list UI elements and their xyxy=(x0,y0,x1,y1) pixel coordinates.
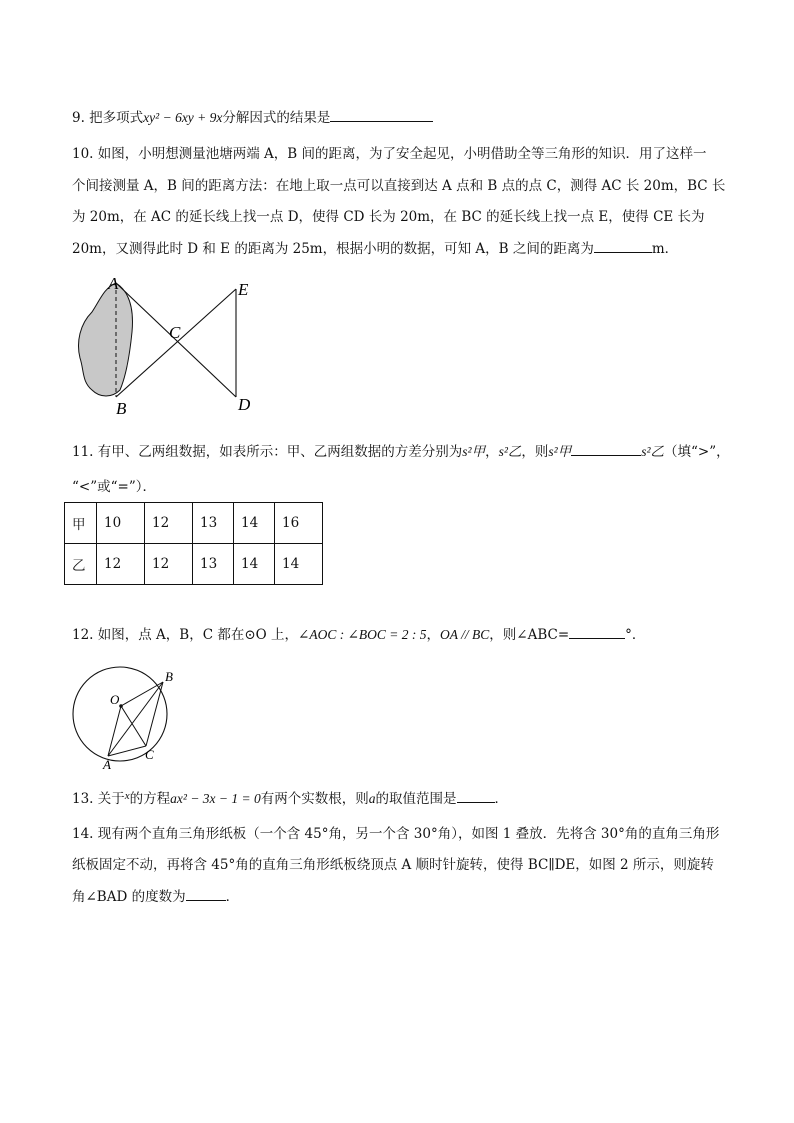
variance-yi-2: s²乙 xyxy=(641,444,665,459)
q11-fill-note: （填“>”， xyxy=(664,444,730,460)
q9-suffix: 分解因式的结果是 xyxy=(222,110,331,126)
q12-parallel: OA // BC xyxy=(440,627,490,642)
q10-line-4-suffix: m． xyxy=(651,241,679,257)
q12-suffix: °． xyxy=(625,627,646,643)
q12-answer-blank[interactable] xyxy=(569,624,625,639)
segment-OB xyxy=(121,682,163,706)
label-O: O xyxy=(110,692,120,707)
q10-line-4-prefix: 20m，又测得此时 D 和 E 的距离为 25m，根据小明的数据，可知 A，B 之间的距离为 xyxy=(72,241,594,257)
q13-answer-blank[interactable] xyxy=(457,788,495,803)
q9-answer-blank[interactable] xyxy=(330,107,433,122)
table-cell: 14 xyxy=(234,544,275,585)
table-cell: 14 xyxy=(275,544,323,585)
variance-jia-2: s²甲 xyxy=(548,444,572,459)
label-B: B xyxy=(165,669,173,684)
q10-line-4 xyxy=(72,238,678,259)
question-12 xyxy=(72,624,645,645)
label-A: A xyxy=(108,274,119,293)
q14-answer-blank[interactable] xyxy=(186,886,226,901)
pond-shape xyxy=(79,283,133,396)
label-A: A xyxy=(103,757,111,772)
table-cell: 16 xyxy=(275,503,323,544)
segment-BE xyxy=(116,289,236,397)
q10-line-3: 为 20m，在 AC 的延长线上找一点 D，使得 CD 长为 20m，在 BC 的延长线上找一点 E，使得 CE 长为 xyxy=(72,209,705,225)
table-cell: 12 xyxy=(145,503,193,544)
q11-then: ，则 xyxy=(521,444,549,460)
q13-suffix: ． xyxy=(494,791,509,807)
q13-mid2: 有两个实数根，则 xyxy=(260,791,369,807)
q13-suffix-pre: 的取值范围是 xyxy=(375,791,457,807)
q12-figure xyxy=(66,664,182,772)
q13-prefix: 13. 关于 xyxy=(72,791,125,807)
q14-line-3 xyxy=(72,886,239,907)
q14-line-1: 14. 现有两个直角三角形纸板（一个含 45°角，另一个含 30°角），如图 1 叠放．先将含 30°角的直角三角形 xyxy=(72,826,720,842)
q11-sep: ， xyxy=(485,444,499,460)
label-D: D xyxy=(238,395,251,414)
q13-equation: ax² − 3x − 1 = 0 xyxy=(170,791,261,806)
segment-OC xyxy=(121,706,146,746)
q13-var: x xyxy=(124,790,130,802)
q9-prefix: 9. 把多项式 xyxy=(72,110,144,126)
row-label-jia: 甲 xyxy=(65,503,97,544)
table-cell: 12 xyxy=(145,544,193,585)
q11-line-1 xyxy=(72,441,730,462)
segment-BC xyxy=(146,682,163,746)
table-cell: 10 xyxy=(97,503,145,544)
q10-answer-blank[interactable] xyxy=(594,238,652,253)
label-E: E xyxy=(238,280,249,299)
q12-prefix: 12. 如图，点 A，B，C 都在⊙O 上， xyxy=(72,627,299,643)
table-cell: 13 xyxy=(193,503,234,544)
row-label-yi: 乙 xyxy=(65,544,97,585)
table-cell: 12 xyxy=(97,544,145,585)
q14-line-3-suffix: ． xyxy=(225,889,240,905)
variance-jia: s²甲 xyxy=(462,444,486,459)
q12-ratio: ∠AOC : ∠BOC = 2 : 5 xyxy=(298,627,427,642)
q13-mid: 的方程 xyxy=(129,791,171,807)
table-row-yi xyxy=(65,544,323,585)
label-C: C xyxy=(145,747,154,762)
table-cell: 13 xyxy=(193,544,234,585)
q11-line-1-prefix: 11. 有甲、乙两组数据，如表所示：甲、乙两组数据的方差分别为 xyxy=(72,444,463,460)
q10-line-2: 个间接测量 A，B 间的距离方法：在地上取一点可以直接到达 A 点和 B 点的点 C，测得 AC 长 20m，BC 长 xyxy=(72,178,726,194)
q14-line-2: 纸板固定不动，再将含 45°角的直角三角形纸板绕顶点 A 顺时针旋转，使得 BC∥DE，如图 2 所示，则旋转 xyxy=(72,857,714,873)
q10-figure xyxy=(70,272,270,420)
q9-expression: xy² − 6xy + 9x xyxy=(143,110,223,125)
label-C: C xyxy=(169,323,181,342)
q11-answer-blank[interactable] xyxy=(571,441,641,456)
label-B: B xyxy=(116,399,127,418)
q14-line-3-prefix: 角∠BAD 的度数为 xyxy=(72,889,186,905)
question-13 xyxy=(72,786,508,809)
segment-OA xyxy=(108,706,121,756)
q10-line-1: 10. 如图，小明想测量池塘两端 A，B 间的距离，为了安全起见，小明借助全等三角形的知识．用了这样一 xyxy=(72,146,707,162)
q11-line-2: “<”或“=”）． xyxy=(72,479,156,495)
variance-yi: s²乙 xyxy=(498,444,522,459)
q12-then: ，则∠ABC= xyxy=(489,627,570,643)
q11-data-table xyxy=(64,502,323,585)
table-cell: 14 xyxy=(234,503,275,544)
q13-param: a xyxy=(368,791,376,806)
q12-mid: ， xyxy=(426,627,440,643)
question-9 xyxy=(72,107,433,128)
table-row-jia xyxy=(65,503,323,544)
